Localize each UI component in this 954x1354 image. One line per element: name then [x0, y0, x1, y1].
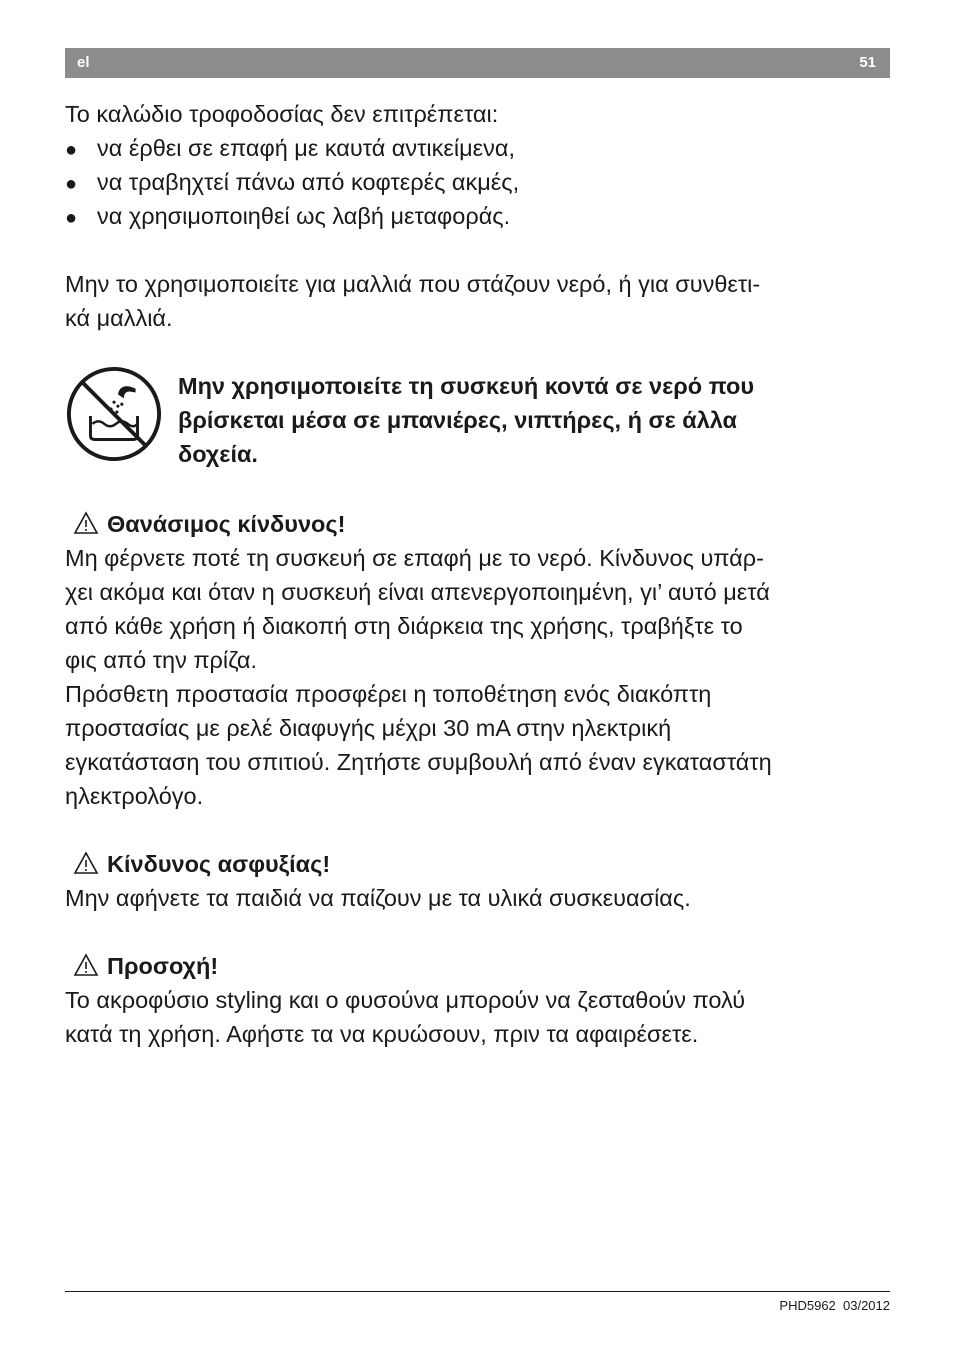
warning-triangle-icon [65, 953, 107, 977]
page-number: 51 [859, 54, 876, 71]
suffocation-heading [65, 847, 330, 881]
bullet-icon: ● [65, 207, 78, 229]
caution-heading-text: Προσοχή! [107, 953, 219, 979]
danger-line: από κάθε χρήση ή διακοπή στη διάρκεια της χρήσης, τραβήξτε το [65, 613, 743, 639]
danger-line: φις από την πρίζα. [65, 647, 258, 673]
caution-heading [65, 949, 218, 983]
bullet-text: να χρησιμοποιηθεί ως λαβή μεταφοράς. [97, 203, 511, 229]
no-water-bath-icon [65, 365, 163, 463]
danger-line: χει ακόμα και όταν η συσκευή είναι απενεργοποιημένη, γι’ αυτό μετά [65, 579, 770, 605]
warning-triangle-icon [65, 851, 107, 875]
caution-line: κατά τη χρήση. Αφήστε τα να κρυώσουν, πριν τα αφαιρέσετε. [65, 1021, 699, 1047]
footer-divider [65, 1291, 890, 1292]
list-item [65, 165, 519, 201]
danger-heading [65, 507, 345, 541]
caution-line: Το ακροφύσιο styling και ο φυσούνα μπορούν να ζεσταθούν πολύ [65, 987, 746, 1013]
bullet-text: να τραβηχτεί πάνω από κοφτερές ακμές, [97, 169, 520, 195]
suffocation-heading-text: Κίνδυνος ασφυξίας! [107, 851, 331, 877]
hair-warning-line: Μην το χρησιμοποιείτε για μαλλιά που στάζουν νερό, ή για συνθετι- [65, 271, 761, 297]
danger-line: εγκατάσταση του σπιτιού. Ζητήστε συμβουλή από έναν εγκαταστάτη [65, 749, 772, 775]
suffocation-line: Μην αφήνετε τα παιδιά να παίζουν με τα υλικά συσκευασίας. [65, 885, 691, 911]
danger-line: ηλεκτρολόγο. [65, 783, 204, 809]
water-warning-line: δοχεία. [178, 441, 258, 467]
water-warning-line: βρίσκεται μέσα σε μπανιέρες, νιπτήρες, ή σε άλλα [178, 407, 737, 433]
danger-line: Μη φέρνετε ποτέ τη συσκευή σε επαφή με το νερό. Κίνδυνος υπάρ- [65, 545, 764, 571]
water-warning-line: Μην χρησιμοποιείτε τη συσκευή κοντά σε νερό που [178, 373, 755, 399]
warning-triangle-icon [65, 511, 107, 535]
list-item [65, 199, 510, 235]
cord-intro: Το καλώδιο τροφοδοσίας δεν επιτρέπεται: [65, 101, 499, 127]
danger-line: προστασίας με ρελέ διαφυγής μέχρι 30 mA στην ηλεκτρική [65, 715, 672, 741]
bullet-icon: ● [65, 139, 78, 161]
bullet-icon: ● [65, 173, 78, 195]
danger-line: Πρόσθετη προστασία προσφέρει η τοποθέτηση ενός διακόπτη [65, 681, 712, 707]
page-header-bar [65, 48, 890, 78]
language-code: el [77, 54, 90, 71]
hair-warning-line: κά μαλλιά. [65, 305, 173, 331]
list-item [65, 131, 515, 167]
footer-model-date: PHD5962 03/2012 [779, 1298, 890, 1313]
bullet-text: να έρθει σε επαφή με καυτά αντικείμενα, [97, 135, 515, 161]
danger-heading-text: Θανάσιμος κίνδυνος! [107, 511, 346, 537]
